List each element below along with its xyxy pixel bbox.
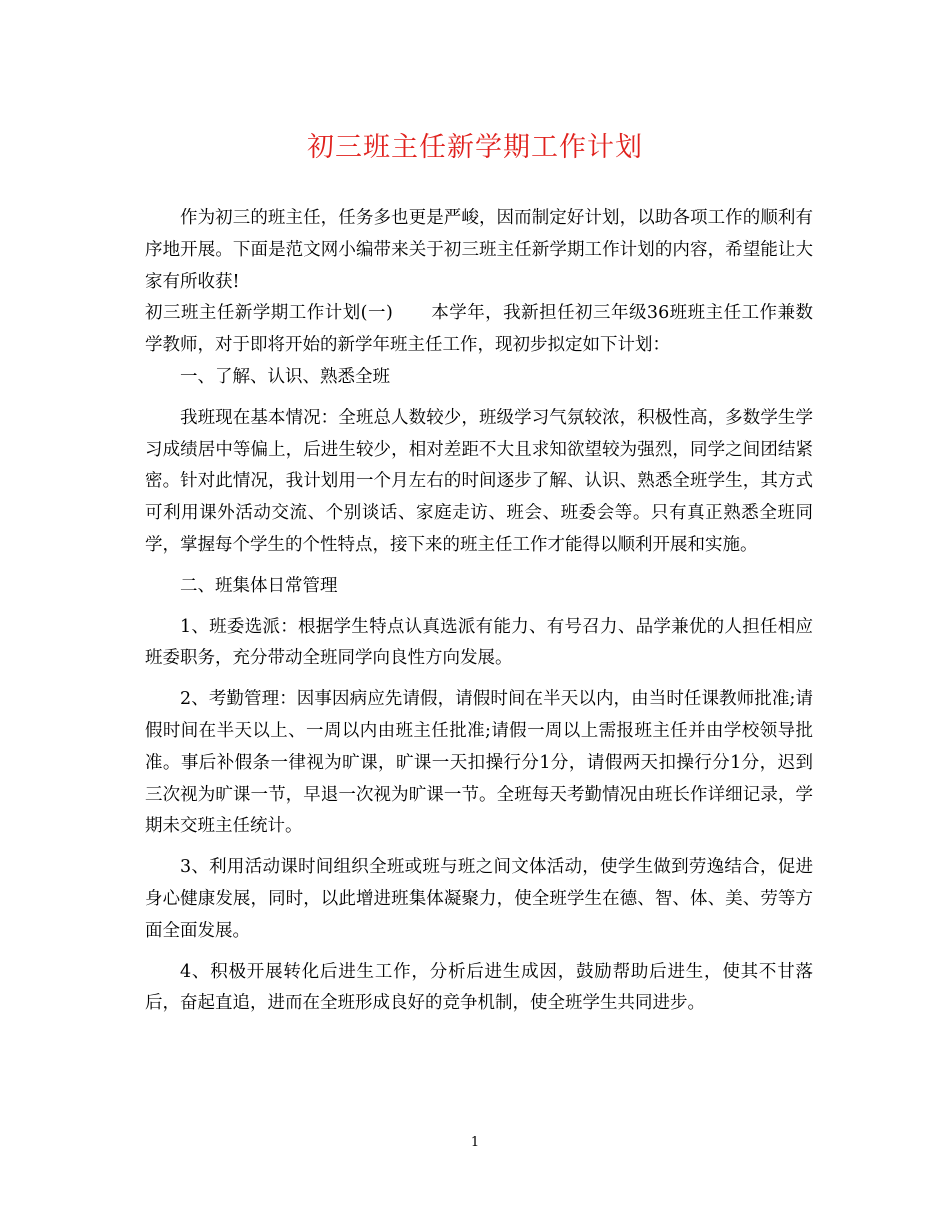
section2-heading: 二、班集体日常管理 [180,575,338,596]
item2-paragraph: 2、考勤管理：因事因病应先请假，请假时间在半天以内，由当时任课教师批准;请假时间在半天以上、一周以内由班主任批准;请假一周以上需报班主任并由学校领导批准。事后补假条一律视为旷课，旷课一天扣操行分1分，请假两天扣操行分1分，迟到三次视为旷课一节，早退一次视为旷课一节。全班每天考勤情况由班长作详细记录，学期未交班主任统计。 [145,689,813,837]
item3-paragraph: 3、利用活动课时间组织全班或班与班之间文体活动，使学生做到劳逸结合，促进身心健康发展，同时，以此增进班集体凝聚力，使全班学生在德、智、体、美、劳等方面全面发展。 [145,857,813,941]
document-title: 初三班主任新学期工作计划 [307,132,643,163]
document-body [145,203,813,1020]
plan-paragraph [145,298,813,362]
item4-paragraph: 4、积极开展转化后进生工作，分析后进生成因，鼓励帮助后进生，使其不甘落后，奋起直追，进而在全班形成良好的竞争机制，使全班学生共同进步。 [145,961,813,1014]
section1-paragraph: 我班现在基本情况：全班总人数较少，班级学习气氛较浓，积极性高，多数学生学习成绩居中等偏上，后进生较少，相对差距不大且求知欲望较为强烈，同学之间团结紧密。针对此情况，我计划用一个月左右的时间逐步了解、认识、熟悉全班学生，其方式可利用课外活动交流、个别谈话、家庭走访、班会、班委会等。只有真正熟悉全班同学，掌握每个学生的个性特点，接下来的班主任工作才能得以顺利开展和实施。 [145,407,813,555]
item1-paragraph: 1、班委选派：根据学生特点认真选派有能力、有号召力、品学兼优的人担任相应班委职务，充分带动全班同学向良性方向发展。 [145,616,813,669]
plan-heading: 初三班主任新学期工作计划(一) [145,303,393,324]
intro-paragraph: 作为初三的班主任，任务多也更是严峻，因而制定好计划，以助各项工作的顺利有序地开展。下面是范文网小编带来关于初三班主任新学期工作计划的内容，希望能让大家有所收获! [145,208,813,292]
plan-intro: 本学年，我新担任初三年级36班班主任工作兼数学教师，对于即将开始的新学年班主任工作，现初步拟定如下计划： [145,303,813,356]
section1-heading: 一、了解、认识、熟悉全班 [180,366,390,387]
page-number: 1 [470,1135,480,1150]
